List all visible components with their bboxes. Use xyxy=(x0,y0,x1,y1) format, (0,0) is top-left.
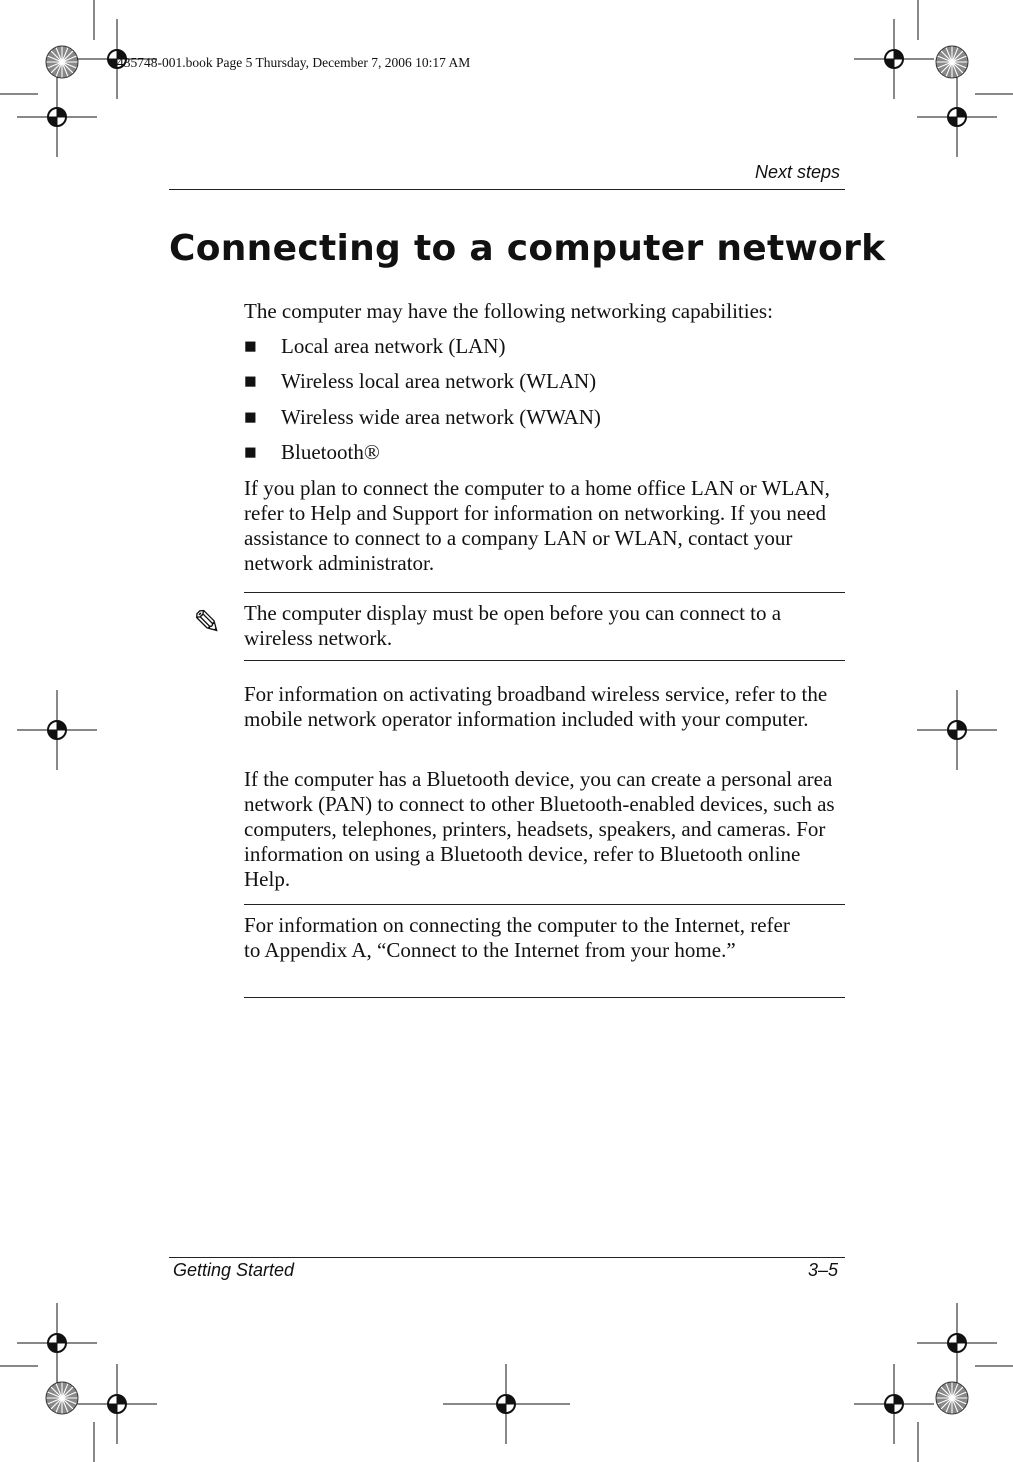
list-item xyxy=(244,440,380,465)
intro-paragraph: The computer may have the following networking capabilities: xyxy=(244,299,773,323)
registration-mark-icon xyxy=(17,1303,97,1383)
bullet-square-icon: ■ xyxy=(244,405,257,429)
list-item-label: Wireless wide area network (WWAN) xyxy=(281,405,601,429)
broadband-paragraph: For information on activating broadband wireless service, refer to the mobile network operator information included with your computer. xyxy=(244,682,828,731)
page-number: 3–5 xyxy=(807,1260,838,1280)
registration-mark-icon xyxy=(917,1303,997,1383)
list-item-label: Wireless local area network (WLAN) xyxy=(281,369,597,393)
list-item-label: Bluetooth® xyxy=(281,440,380,464)
registration-mark-icon xyxy=(917,77,997,157)
footer-rule xyxy=(169,1257,845,1258)
xref-top-rule xyxy=(244,904,845,905)
xref-bottom-rule xyxy=(244,997,845,998)
registration-mark-icon xyxy=(17,77,97,157)
note-text: The computer display must be open before you can connect to a wireless network. xyxy=(244,601,782,650)
print-job-info: 435748-001.book Page 5 Thursday, December 7, 2006 10:17 AM xyxy=(117,55,471,70)
registration-mark-icon xyxy=(77,1364,157,1444)
bullet-square-icon: ■ xyxy=(244,369,257,393)
star-target-icon xyxy=(46,1382,78,1414)
list-item xyxy=(244,369,596,394)
section-title: Connecting to a computer network xyxy=(169,228,886,269)
internet-xref-paragraph: For information on connecting the computer to the Internet, refer to Appendix A, “Connect to the Internet from your home.” xyxy=(244,913,790,962)
star-target-icon xyxy=(936,1382,968,1414)
list-item xyxy=(244,405,601,430)
registration-mark-icon xyxy=(854,19,934,99)
list-item xyxy=(244,334,505,359)
star-target-icon xyxy=(46,46,78,78)
bullet-square-icon: ■ xyxy=(244,440,257,464)
registration-mark-icon xyxy=(854,1364,934,1444)
registration-mark-icon xyxy=(917,690,997,770)
pencil-note-icon: ✎ xyxy=(193,605,222,642)
running-header: Next steps xyxy=(754,162,840,182)
header-rule xyxy=(169,189,845,190)
bullet-square-icon: ■ xyxy=(244,334,257,358)
star-target-icon xyxy=(936,46,968,78)
note-top-rule xyxy=(244,592,845,593)
list-item-label: Local area network (LAN) xyxy=(281,334,506,358)
footer-book-title: Getting Started xyxy=(173,1260,295,1280)
bluetooth-paragraph: If the computer has a Bluetooth device, you can create a personal area network (PAN) to connect to other Bluetooth-enabled devices, such as computers, telephones, printers, headsets, speakers, and cameras. For information on using a Bluetooth device, refer to Bluetooth online Help. xyxy=(244,767,835,891)
note-bottom-rule xyxy=(244,660,845,661)
registration-mark-icon xyxy=(17,690,97,770)
networking-help-paragraph: If you plan to connect the computer to a home office LAN or WLAN, refer to Help and Support for information on networking. If you need assistance to connect to a company LAN or WLAN, contact your network administrator. xyxy=(244,476,830,575)
